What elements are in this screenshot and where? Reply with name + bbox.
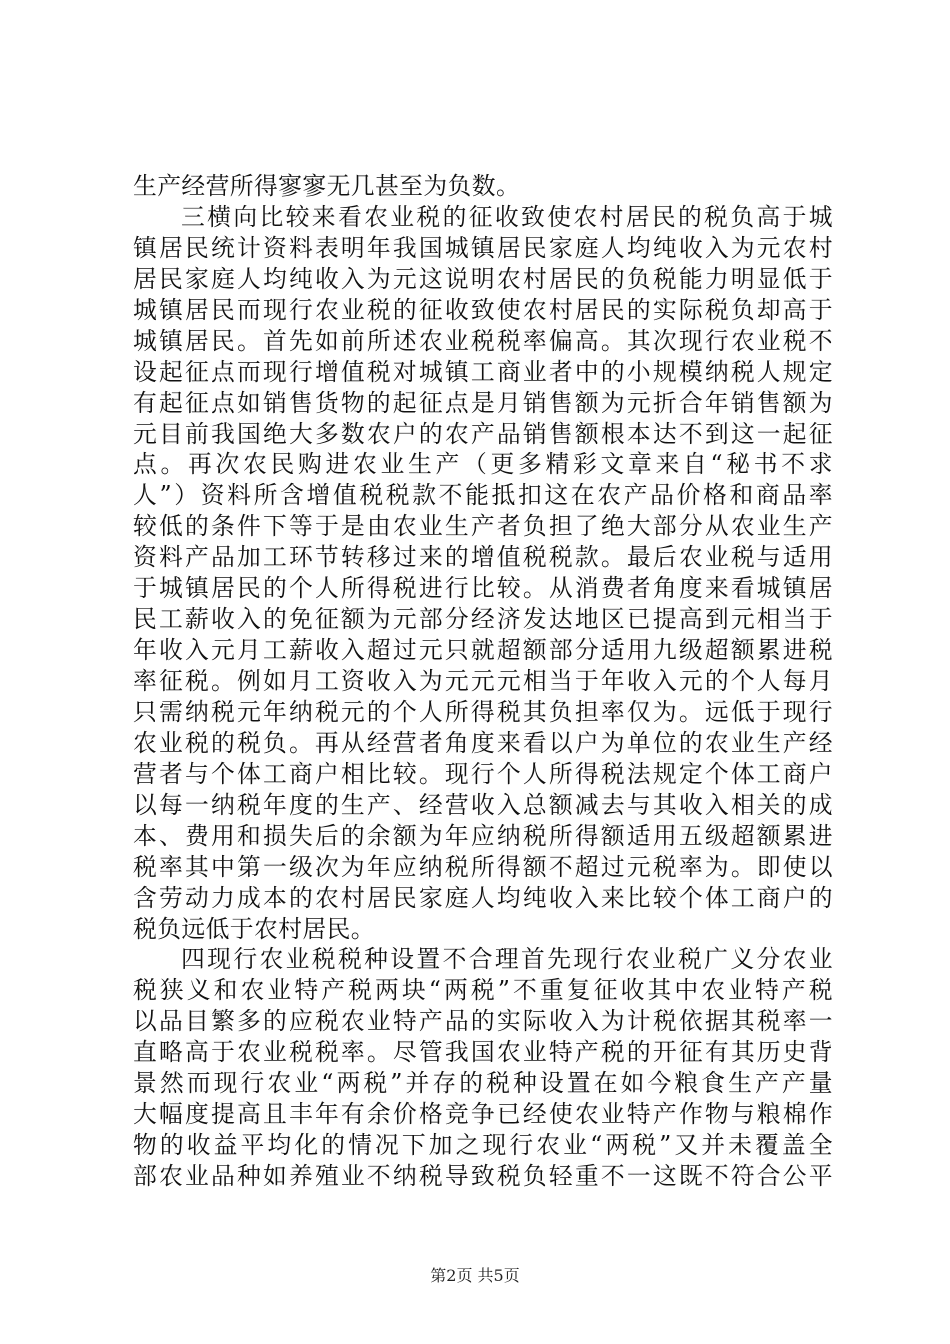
text-line: 景然而现行农业“两税”并存的税种设置在如今粮食生产产量 [133,1069,833,1098]
text-line: 率征税。例如月工资收入为元元元相当于年收入元的个人每月 [133,667,833,695]
text-line: 较低的条件下等于是由农业生产者负担了绝大部分从农业生产 [133,512,833,541]
text-line: 资料产品加工环节转移过来的增值税税款。最后农业税与适用 [133,543,833,572]
text-line: 人”）资料所含增值税税款不能抵扣这在农产品价格和商品率 [133,481,833,510]
text-line: 城镇居民。首先如前所述农业税税率偏高。其次现行农业税不 [133,326,833,355]
text-line: 只需纳税元年纳税元的个人所得税其负担率仅为。远低于现行 [133,697,833,726]
text-line: 大幅度提高且丰年有余价格竞争已经使农业特产作物与粮棉作 [133,1100,833,1129]
text-line: 城镇居民而现行农业税的征收致使农村居民的实际税负却高于 [133,295,833,324]
text-line: 本、费用和损失后的余额为年应纳税所得额适用五级超额累进 [133,821,833,850]
text-line: 镇居民统计资料表明年我国城镇居民家庭人均纯收入为元农村 [133,233,833,262]
text-line: 元目前我国绝大多数农户的农产品销售额根本达不到这一起征 [133,419,833,448]
text-line: 生产经营所得寥寥无几甚至为负数。 [133,172,521,200]
text-line: 税率其中第一级次为年应纳税所得额不超过元税率为。即使以 [133,852,833,881]
text-line: 于城镇居民的个人所得税进行比较。从消费者角度来看城镇居 [133,574,833,603]
text-line: 点。再次农民购进农业生产（更多精彩文章来自“秘书不求 [133,450,833,479]
text-line: 民工薪收入的免征额为元部分经济发达地区已提高到元相当于 [133,605,833,634]
text-line: 部农业品种如养殖业不纳税导致税负轻重不一这既不符合公平 [133,1162,833,1190]
text-line: 以每一纳税年度的生产、经营收入总额减去与其收入相关的成 [133,790,833,819]
text-line: 物的收益平均化的情况下加之现行农业“两税”又并未覆盖全 [133,1131,833,1160]
text-line: 年收入元月工薪收入超过元只就超额部分适用九级超额累进税 [133,636,833,665]
text-line: 含劳动力成本的农村居民家庭人均纯收入来比较个体工商户的 [133,883,833,912]
text-line: 以品目繁多的应税农业特产品的实际收入为计税依据其税率一 [133,1007,833,1036]
text-line: 税负远低于农村居民。 [133,914,375,943]
text-line: 居民家庭人均纯收入为元这说明农村居民的负税能力明显低于 [133,264,833,293]
text-line: 三横向比较来看农业税的征收致使农村居民的税负高于城 [181,202,833,231]
text-line: 营者与个体工商户相比较。现行个人所得税法规定个体工商户 [133,759,833,788]
text-line: 农业税的税负。再从经营者角度来看以户为单位的农业生产经 [133,728,833,757]
document-body [133,171,833,1192]
page-footer: 第2页 共5页 [430,1266,520,1285]
text-line: 四现行农业税税种设置不合理首先现行农业税广义分农业 [181,945,833,974]
text-line: 税狭义和农业特产税两块“两税”不重复征收其中农业特产税 [133,976,833,1005]
text-line: 直略高于农业税税率。尽管我国农业特产税的开征有其历史背 [133,1038,833,1067]
text-line: 有起征点如销售货物的起征点是月销售额为元折合年销售额为 [133,388,833,417]
text-line: 设起征点而现行增值税对城镇工商业者中的小规模纳税人规定 [133,357,833,386]
